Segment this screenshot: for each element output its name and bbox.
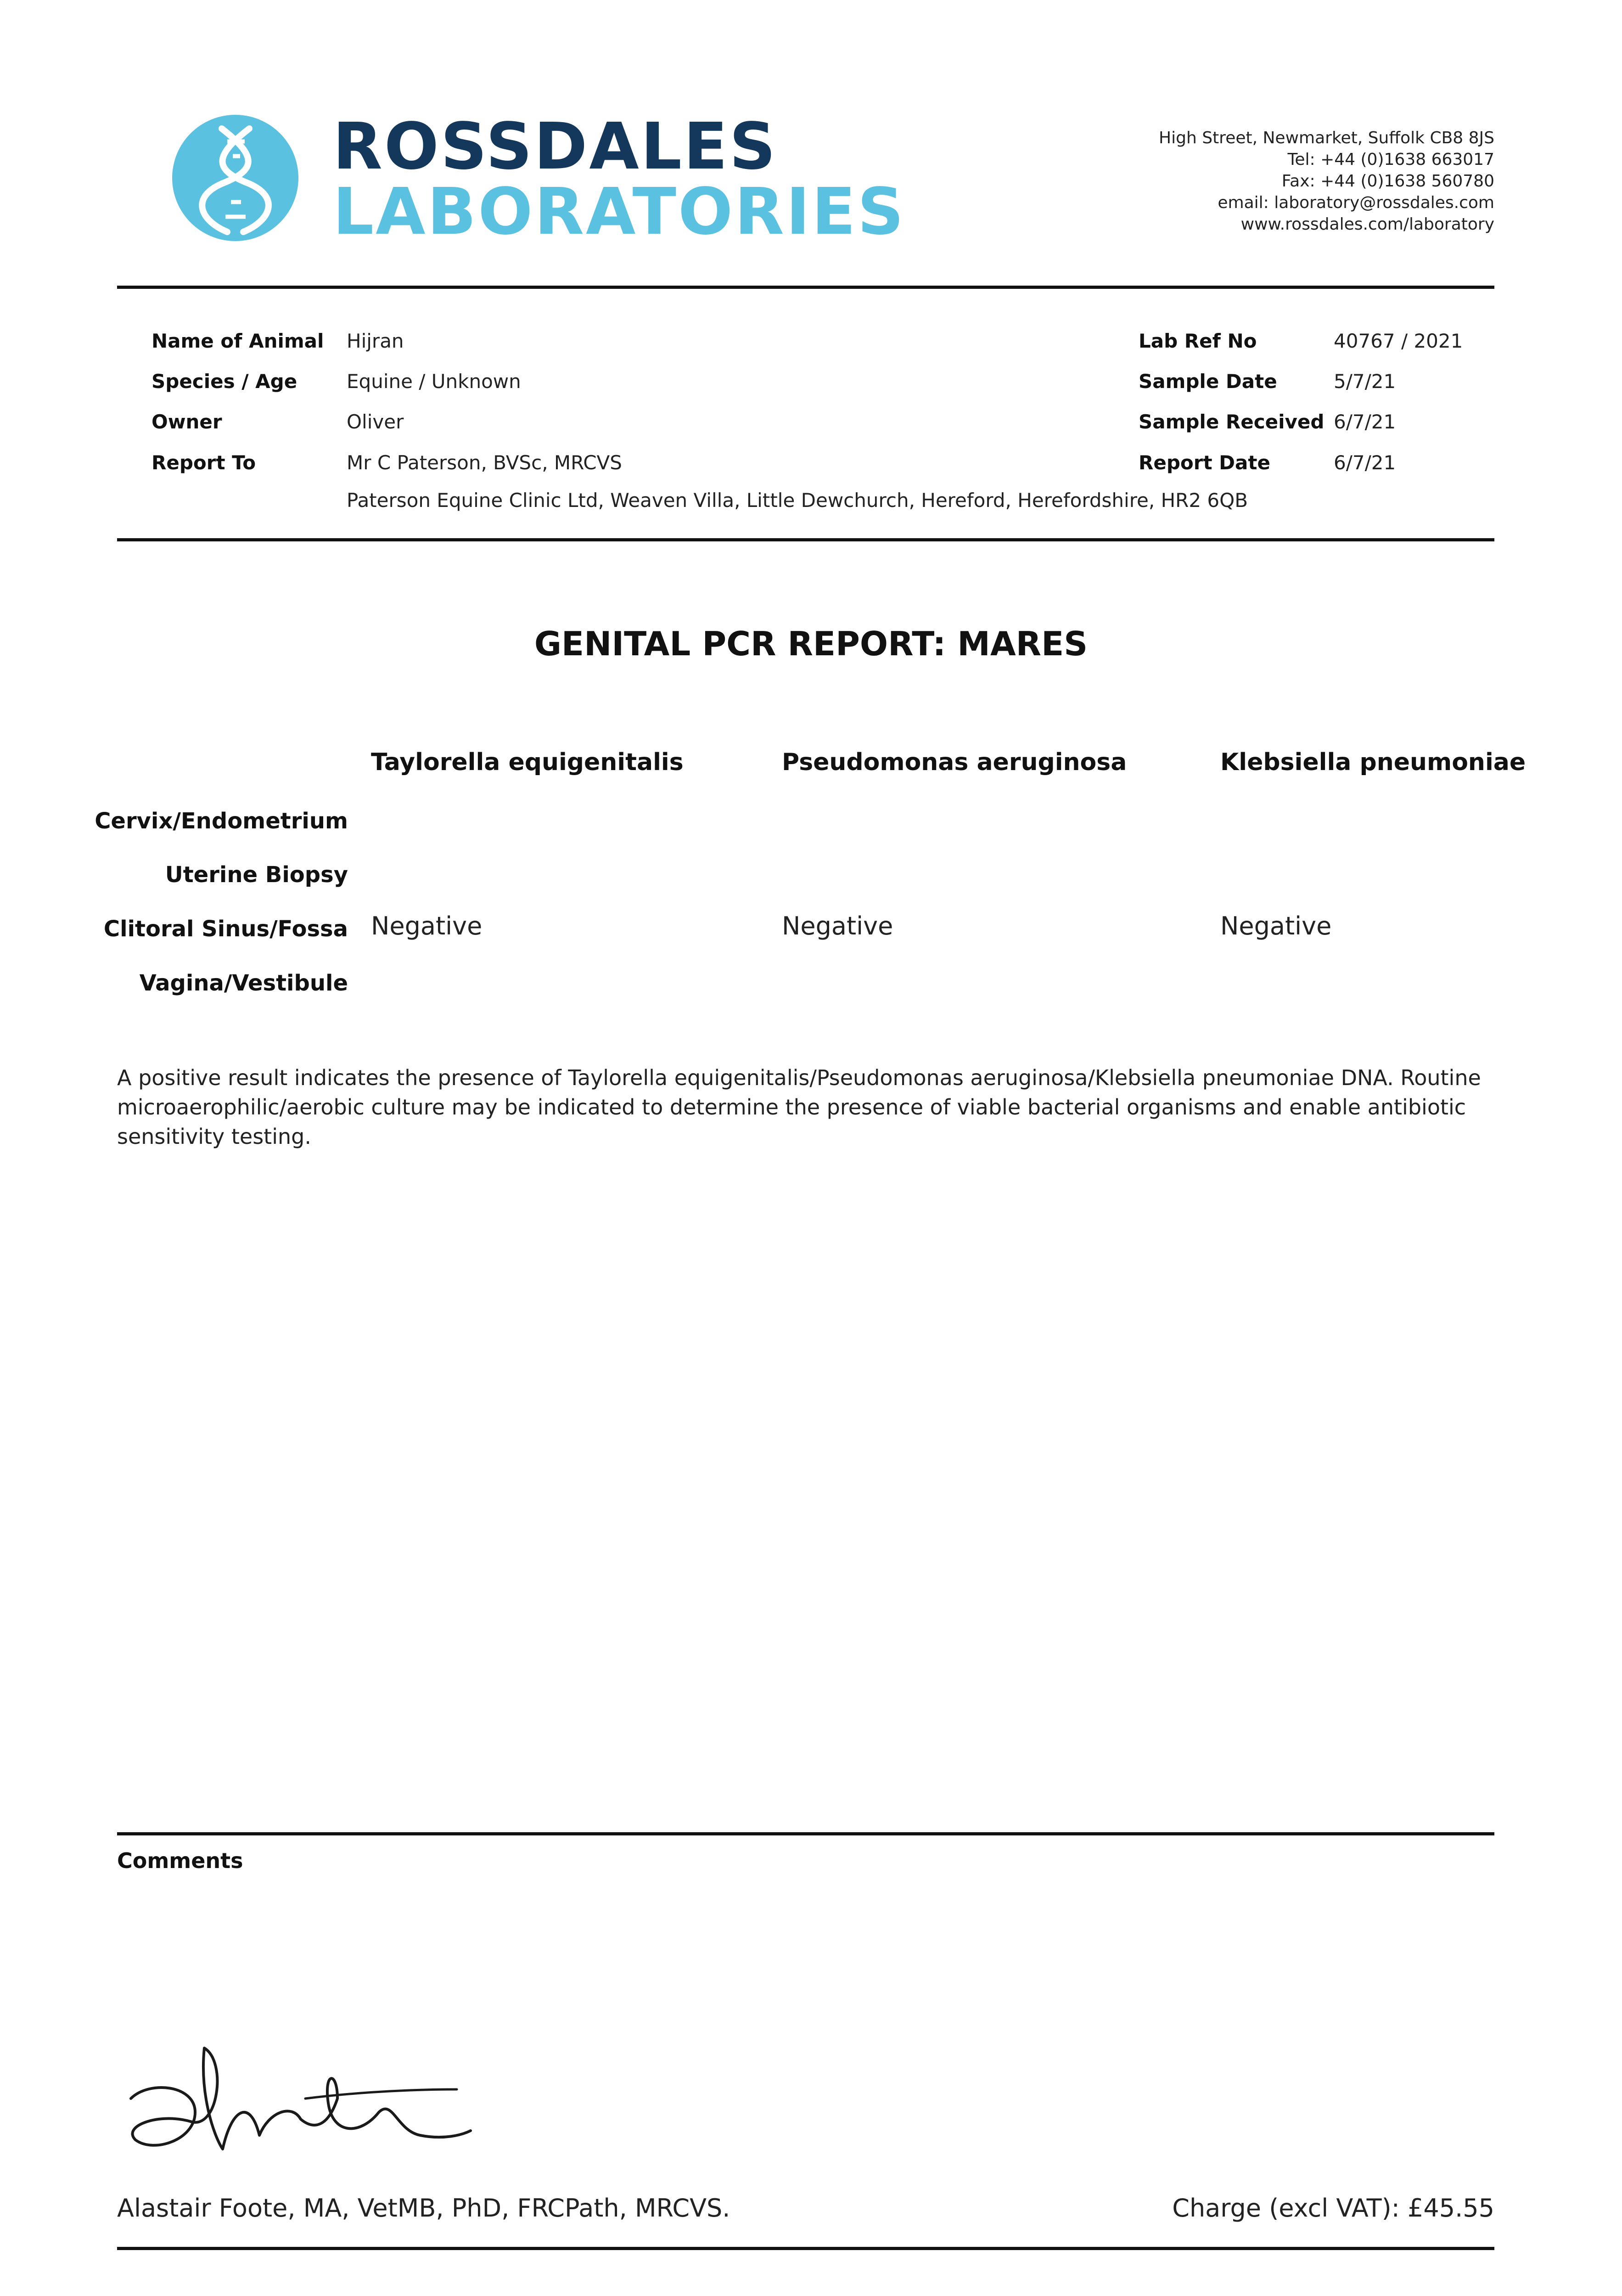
result-cell: Negative: [1220, 912, 1332, 940]
comments-label: Comments: [117, 1848, 243, 1873]
fax: Fax: +44 (0)1638 560780: [1281, 172, 1494, 191]
report-date: 6/7/21: [1334, 451, 1396, 474]
header-divider: [117, 286, 1494, 289]
dna-helix-icon: [172, 115, 298, 241]
signatory: Alastair Foote, MA, VetMB, PhD, FRCPath, MRCVS.: [117, 2194, 730, 2223]
result-cell: Negative: [371, 912, 483, 940]
owner-label: Owner: [152, 411, 222, 433]
lab-ref: 40767 / 2021: [1334, 330, 1463, 352]
report-date-label: Report Date: [1139, 451, 1270, 474]
telephone: Tel: +44 (0)1638 663017: [1287, 150, 1494, 169]
row-label: Clitoral Sinus/Fossa: [103, 916, 348, 942]
footer-divider: [117, 2247, 1494, 2250]
address: High Street, Newmarket, Suffolk CB8 8JS: [1159, 129, 1494, 147]
report-to-address: Paterson Equine Clinic Ltd, Weaven Villa, Little Dewchurch, Hereford, Herefordshire, HR2 6QB: [347, 489, 1248, 512]
sample-received: 6/7/21: [1334, 411, 1396, 433]
website: www.rossdales.com/laboratory: [1240, 215, 1494, 234]
sample-date-label: Sample Date: [1139, 370, 1277, 393]
report-note: A positive result indicates the presence of Taylorella equigenitalis/Pseudomonas aeruginosa/Klebsiella pneumoniae DNA. Routine microaerophilic/aerobic culture may be indicated to determine the presence of viable bacterial organisms and enable antibiotic sensitivity testing.: [117, 1065, 1481, 1149]
contact-block: [1159, 127, 1494, 235]
brand-subtitle: LABORATORIES: [333, 174, 906, 249]
row-label: Cervix/Endometrium: [95, 808, 348, 834]
report-to-label: Report To: [152, 451, 256, 474]
result-cell: Negative: [782, 912, 893, 940]
logo: [172, 115, 298, 241]
name-of-animal: Hijran: [347, 330, 404, 352]
name-of-animal-label: Name of Animal: [152, 330, 324, 352]
comments-divider: [117, 1832, 1494, 1835]
email: email: laboratory@rossdales.com: [1218, 193, 1494, 212]
species-age-label: Species / Age: [152, 370, 297, 393]
owner: Oliver: [347, 411, 404, 433]
info-divider: [117, 538, 1494, 541]
signature: [122, 2043, 480, 2163]
brand-name: ROSSDALES: [333, 109, 778, 184]
report-to: Mr C Paterson, BVSc, MRCVS: [347, 451, 622, 474]
sample-received-label: Sample Received: [1139, 411, 1325, 433]
column-header: Klebsiella pneumoniae: [1220, 748, 1526, 776]
sample-date: 5/7/21: [1334, 370, 1396, 393]
column-header: Pseudomonas aeruginosa: [782, 748, 1127, 776]
species-age: Equine / Unknown: [347, 370, 521, 393]
column-header: Taylorella equigenitalis: [371, 748, 684, 776]
report-title: GENITAL PCR REPORT: MARES: [534, 625, 1088, 663]
lab-ref-label: Lab Ref No: [1139, 330, 1257, 352]
row-label: Uterine Biopsy: [165, 862, 348, 888]
charge: Charge (excl VAT): £45.55: [1172, 2194, 1494, 2223]
row-label: Vagina/Vestibule: [139, 970, 348, 996]
